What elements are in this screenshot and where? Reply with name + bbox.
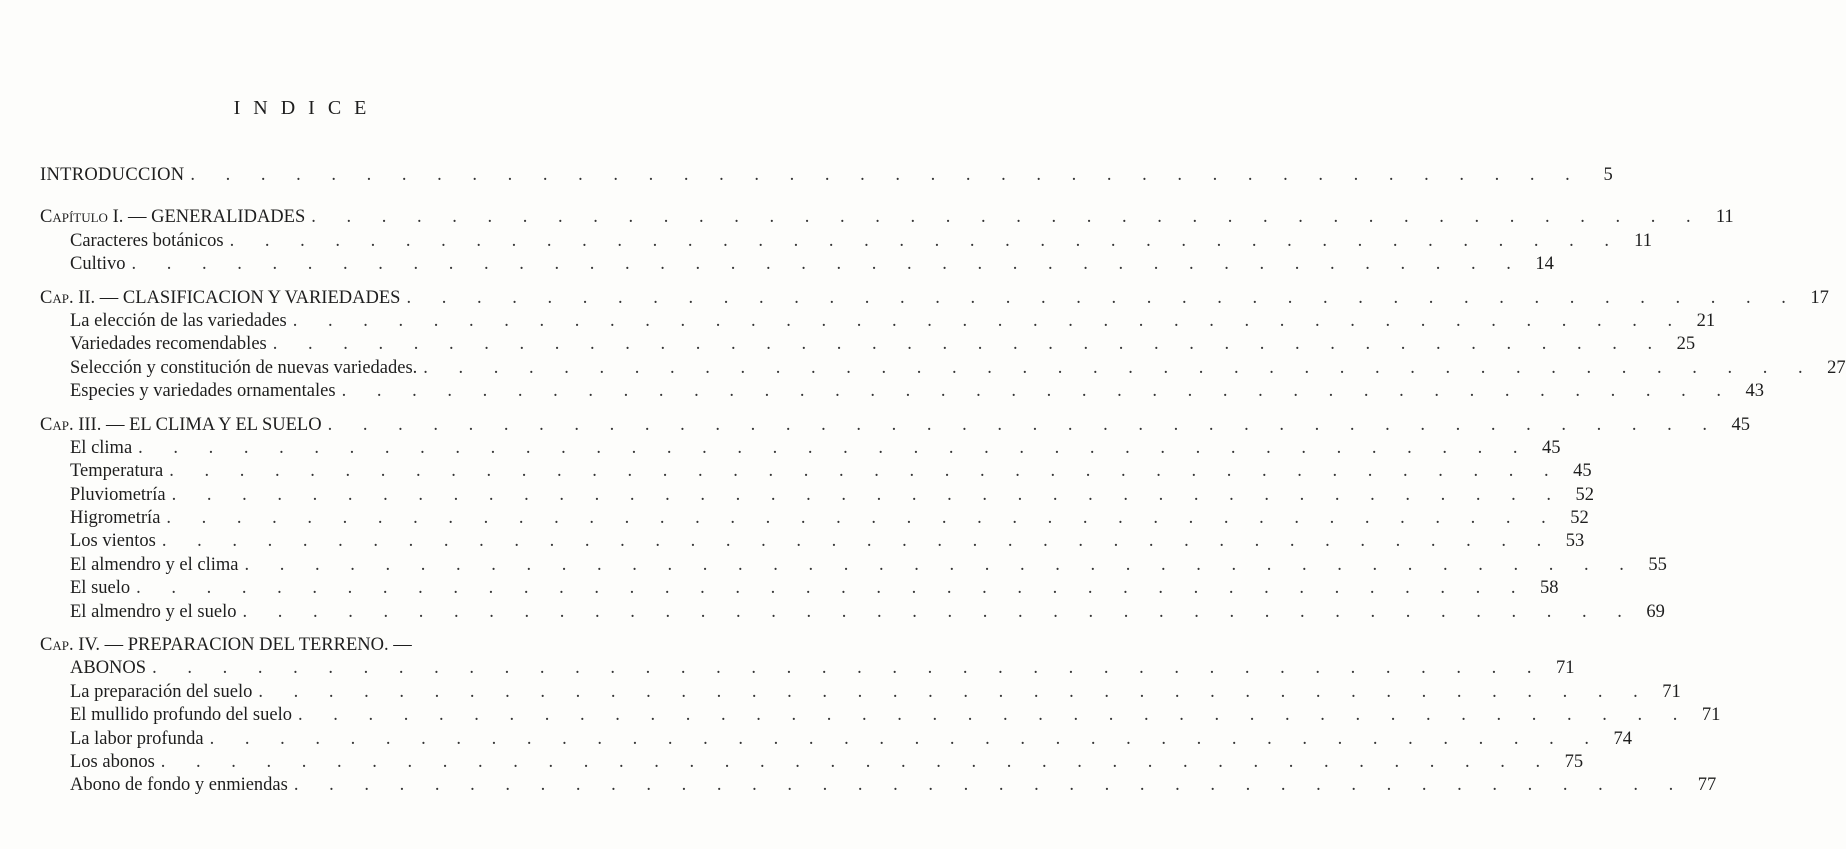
dot-leader: . . . . . . . . . . . . . . . . . . . . . . . . . . . . . . . . . . . . . . . .: [160, 751, 1554, 772]
entry-title: La labor profunda: [70, 728, 204, 749]
dot-leader: . . . . . . . . . . . . . . . . . . . . . . . . . . . . . . . . . . . . . . . .: [258, 681, 1651, 702]
toc-section-entry: [40, 751, 1584, 774]
page-number: 43: [1745, 381, 1764, 402]
page-number: 45: [1731, 414, 1750, 435]
dot-leader: . . . . . . . . . . . . . . . . . . . . . . . . . . . . . . . . . . . . . . . .: [327, 414, 1720, 435]
dot-leader: . . . . . . . . . . . . . . . . . . . . . . . . . . . . . . . . . . . . . . . .: [138, 437, 1531, 458]
page-number: 55: [1648, 554, 1667, 575]
toc-section-entry: [40, 530, 1585, 553]
dot-leader: . . . . . . . . . . . . . . . . . . . . . . . . . . . . . . . . . . . . . . . .: [406, 287, 1799, 308]
page-number: 53: [1565, 531, 1585, 552]
entry-title: [40, 287, 400, 310]
page-number: 77: [1697, 775, 1717, 796]
dot-leader: . . . . . . . . . . . . . . . . . . . . . . . . . . . . . . . . . . . . . . . .: [136, 578, 1529, 599]
chapter-number: Cap. IV.: [40, 635, 100, 656]
page-number: 52: [1575, 484, 1594, 505]
entry-title: Temperatura: [70, 461, 164, 482]
toc-section-entry: [40, 437, 1561, 460]
toc-section-entry: [40, 253, 1554, 276]
page-number: 58: [1540, 578, 1559, 599]
entry-title: El mullido profundo del suelo: [70, 705, 292, 726]
page-number: 52: [1570, 508, 1589, 529]
toc-section-entry: [40, 507, 1589, 530]
dot-leader: . . . . . . . . . . . . . . . . . . . . . . . . . . . . . . . . . . . . . . . .: [166, 508, 1559, 529]
toc-section-entry: [40, 333, 1696, 356]
toc-chapter-entry: [40, 287, 1829, 310]
toc-section-entry: [40, 357, 1846, 380]
entry-title: [40, 206, 305, 229]
toc-chapter-entry: [40, 206, 1734, 229]
page-title: INDICE: [233, 97, 380, 119]
dot-leader: . . . . . . . . . . . . . . . . . . . . . . . . . . . . . . . . . . . . . . . .: [171, 484, 1564, 505]
entry-title: El almendro y el suelo: [70, 601, 237, 622]
entry-title: Variedades recomendables: [70, 334, 267, 355]
entry-title: Higrometría: [70, 508, 161, 529]
entry-title: Los vientos: [70, 531, 156, 552]
entry-title: La elección de las variedades: [70, 310, 287, 331]
toc-chapter-entry: [40, 634, 547, 657]
dot-leader: . . . . . . . . . . . . . . . . . . . . . . . . . . . . . . . . . . . . . . . .: [272, 334, 1666, 355]
entry-title: El almendro y el clima: [70, 554, 239, 575]
toc-chapter-entry: [40, 414, 1750, 437]
entry-title: Cultivo: [70, 254, 126, 275]
chapter-title: — EL CLIMA Y EL SUELO: [101, 414, 322, 435]
dot-leader: . . . . . . . . . . . . . . . . . . . . . . . . . . . . . . . . . . . . . . . .: [311, 207, 1704, 228]
dot-leader: . . . . . . . . . . . . . . . . . . . . . . . . . . . . . . . . . . . . . . . .: [242, 601, 1635, 622]
entry-title: ABONOS: [70, 658, 147, 679]
dot-leader: . . . . . . . . . . . . . . . . . . . . . . . . . . . . . . . . . . . . . . . .: [152, 658, 1545, 679]
toc-section-entry: [40, 460, 1592, 483]
page-number: 69: [1646, 601, 1665, 622]
toc-section-entry: [40, 704, 1721, 727]
page-number: 11: [1634, 230, 1652, 251]
dot-leader: . . . . . . . . . . . . . . . . . . . . . . . . . . . . . . . . . . . . . . . .: [190, 165, 1583, 185]
page-number: 11: [1715, 207, 1734, 228]
page-number: 14: [1535, 254, 1554, 275]
page-number: 71: [1662, 681, 1681, 702]
toc-section-entry: [40, 681, 1681, 704]
toc-section-entry: [40, 230, 1652, 253]
dot-leader: . . . . . . . . . . . . . . . . . . . . . . . . . . . . . . . . . . . . . . . .: [169, 461, 1562, 482]
dot-leader: . . . . . . . . . . . . . . . . . . . . . . . . . . . . . . . . . . . . . . . .: [293, 775, 1687, 796]
toc-section-entry: [40, 554, 1667, 577]
entry-title: INTRODUCCION: [40, 165, 185, 185]
dot-leader: . . . . . . . . . . . . . . . . . . . . . . . . . . . . . . . . . . . . . . . .: [244, 554, 1637, 575]
chapter-number: Cap. II.: [40, 287, 96, 308]
dot-leader: . . . . . . . . . . . . . . . . . . . . . . . . . . . . . . . . . . . . . . . .: [423, 357, 1816, 378]
entry-title: Los abonos: [70, 751, 155, 772]
entry-title: Pluviometría: [70, 484, 166, 505]
entry-title: Especies y variedades ornamentales: [70, 381, 336, 402]
page-number: 5: [1603, 165, 1613, 185]
dot-leader: . . . . . . . . . . . . . . . . . . . . . . . . . . . . . . . . . . . . . . . .: [229, 230, 1622, 251]
page-number: 45: [1542, 437, 1561, 458]
page-number: 25: [1676, 334, 1696, 355]
page-number: 27: [1827, 357, 1846, 378]
dot-leader: . . . . . . . . . . . . . . . . . . . . . . . . . . . . . . . . . . . . . . . .: [341, 381, 1734, 402]
toc-section-entry: [40, 310, 1716, 333]
dot-leader: . . . . . . . . . . . . . . . . . . . . . . . . . . . . . . . . . . . . . . . .: [297, 705, 1691, 726]
page-number: 71: [1555, 658, 1575, 679]
page-number: 17: [1810, 287, 1829, 308]
entry-title: Caracteres botánicos: [70, 230, 224, 251]
chapter-number: Cap. III.: [40, 414, 102, 435]
toc-section-entry: [40, 657, 1575, 680]
entry-title: [40, 414, 322, 437]
chapter-number: Capítulo I.: [40, 207, 124, 228]
toc-section-entry: [40, 484, 1594, 507]
dot-leader: . . . . . . . . . . . . . . . . . . . . . . . . . . . . . . . . . . . . . . . .: [209, 728, 1602, 749]
page-number: 74: [1613, 728, 1632, 749]
toc-section-entry: [40, 601, 1665, 624]
toc-section-entry: [40, 774, 1717, 797]
entry-title: Abono de fondo y enmiendas: [70, 775, 288, 796]
toc-intro-entry: [40, 164, 1613, 187]
toc-section-entry: [40, 380, 1764, 403]
table-of-contents: [40, 164, 1846, 798]
dot-leader: . . . . . . . . . . . . . . . . . . . . . . . . . . . . . . . . . . . . . . . .: [292, 310, 1686, 331]
page-number: 71: [1701, 705, 1721, 726]
page-number: 21: [1696, 310, 1716, 331]
entry-title: El clima: [70, 437, 133, 458]
toc-section-entry: [40, 577, 1559, 600]
entry-title: El suelo: [70, 578, 131, 599]
page-number: 75: [1564, 751, 1584, 772]
toc-section-entry: [40, 728, 1632, 751]
chapter-title: — GENERALIDADES: [123, 207, 306, 228]
page-number: 45: [1573, 461, 1592, 482]
entry-title: [40, 634, 412, 657]
chapter-title: — CLASIFICACION Y VARIEDADES: [95, 287, 401, 308]
chapter-title: — PREPARACION DEL TERRENO. —: [99, 635, 412, 656]
dot-leader: . . . . . . . . . . . . . . . . . . . . . . . . . . . . . . . . . . . . . . . .: [161, 531, 1555, 552]
dot-leader: . . . . . . . . . . . . . . . . . . . . . . . . . . . . . . . . . . . . . . . .: [131, 254, 1524, 275]
entry-title: Selección y constitución de nuevas variedades.: [70, 357, 418, 378]
entry-title: La preparación del suelo: [70, 681, 253, 702]
